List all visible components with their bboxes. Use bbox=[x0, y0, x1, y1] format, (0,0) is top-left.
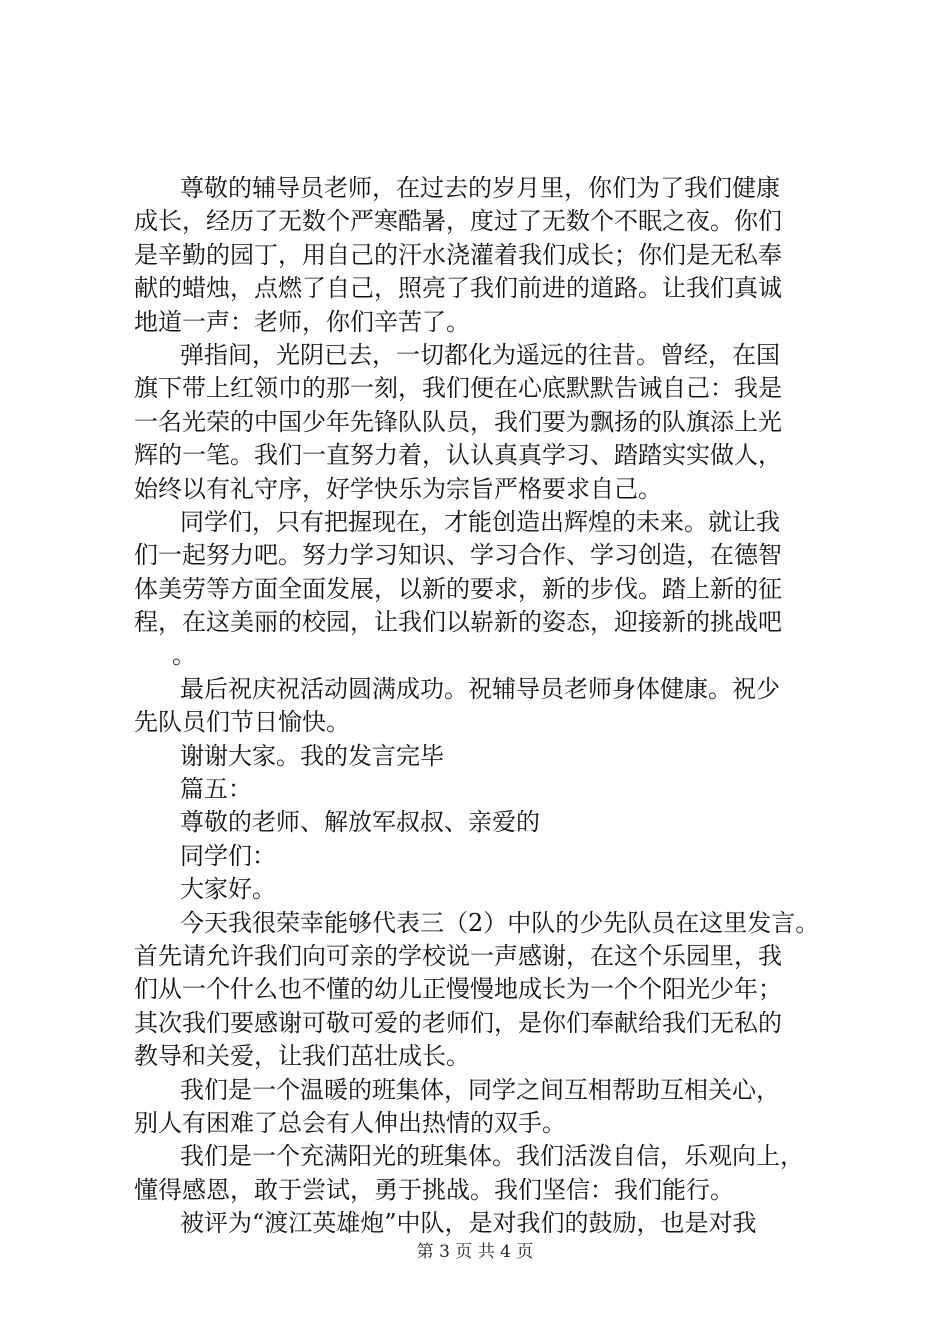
page-footer: 第 3 页 共 4 页 bbox=[416, 1242, 534, 1262]
text-line: 体美劳等方面全面发展，以新的要求，新的步伐。踏上新的征 bbox=[134, 574, 782, 603]
text-line: 程，在这美丽的校园，让我们以崭新的姿态，迎接新的挑战吧 bbox=[134, 608, 782, 637]
text-line: 懂得感恩，敢于尝试，勇于挑战。我们坚信：我们能行。 bbox=[134, 1175, 734, 1204]
text-line: 首先请允许我们向可亲的学校说一声感谢，在这个乐园里，我 bbox=[134, 941, 782, 970]
text-line: 我们是一个充满阳光的班集体。我们活泼自信，乐观向上， bbox=[180, 1142, 804, 1171]
text-line: 谢谢大家。我的发言完毕 bbox=[180, 741, 444, 770]
text-line: 辉的一笔。我们一直努力着，认认真真学习、踏踏实实做人， bbox=[134, 441, 782, 470]
document-body bbox=[134, 172, 834, 1241]
text-line: 们从一个什么也不懂的幼儿正慢慢地成长为一个个阳光少年； bbox=[134, 975, 782, 1004]
text-line: 旗下带上红领巾的那一刻，我们便在心底默默告诫自己：我是 bbox=[134, 374, 782, 403]
text-line: 成长，经历了无数个严寒酷暑，度过了无数个不眠之夜。你们 bbox=[134, 207, 782, 236]
text-line: 教导和关爱，让我们茁壮成长。 bbox=[134, 1042, 470, 1071]
text-line: 同学们，只有把握现在，才能创造出辉煌的未来。就让我 bbox=[180, 507, 780, 536]
text-line: 弹指间，光阴已去，一切都化为遥远的往昔。曾经，在国 bbox=[180, 340, 780, 369]
text-line: 同学们： bbox=[180, 841, 276, 870]
text-line: 尊敬的辅导员老师，在过去的岁月里，你们为了我们健康 bbox=[180, 174, 780, 202]
text-line: 今天我很荣幸能够代表三（2）中队的少先队员在这里发言。 bbox=[180, 908, 820, 937]
text-line: 是辛勤的园丁，用自己的汗水浇灌着我们成长；你们是无私奉 bbox=[134, 240, 782, 269]
text-line: 我们是一个温暖的班集体，同学之间互相帮助互相关心， bbox=[180, 1075, 780, 1104]
text-line: 们一起努力吧。努力学习知识、学习合作、学习创造，在德智 bbox=[134, 541, 782, 570]
text-line: 尊敬的老师、解放军叔叔、亲爱的 bbox=[180, 808, 540, 837]
text-line: 篇五： bbox=[180, 775, 252, 804]
text-line: 先队员们节日愉快。 bbox=[134, 708, 350, 737]
text-line: 始终以有礼守序，好学快乐为宗旨严格要求自己。 bbox=[134, 474, 662, 503]
text-line: 最后祝庆祝活动圆满成功。祝辅导员老师身体健康。祝少 bbox=[180, 674, 780, 703]
text-line: 一名光荣的中国少年先锋队队员，我们要为飘扬的队旗添上光 bbox=[134, 407, 782, 436]
text-line: 献的蜡烛，点燃了自己，照亮了我们前进的道路。让我们真诚 bbox=[134, 274, 782, 303]
text-line: 。 bbox=[172, 641, 196, 670]
text-line: 被评为“渡江英雄炮”中队，是对我们的鼓励，也是对我 bbox=[180, 1209, 757, 1238]
text-line: 大家好。 bbox=[180, 875, 276, 904]
text-line: 地道一声：老师，你们辛苦了。 bbox=[134, 307, 470, 336]
text-line: 别人有困难了总会有人伸出热情的双手。 bbox=[134, 1108, 566, 1137]
text-line: 其次我们要感谢可敬可爱的老师们，是你们奉献给我们无私的 bbox=[134, 1008, 782, 1037]
